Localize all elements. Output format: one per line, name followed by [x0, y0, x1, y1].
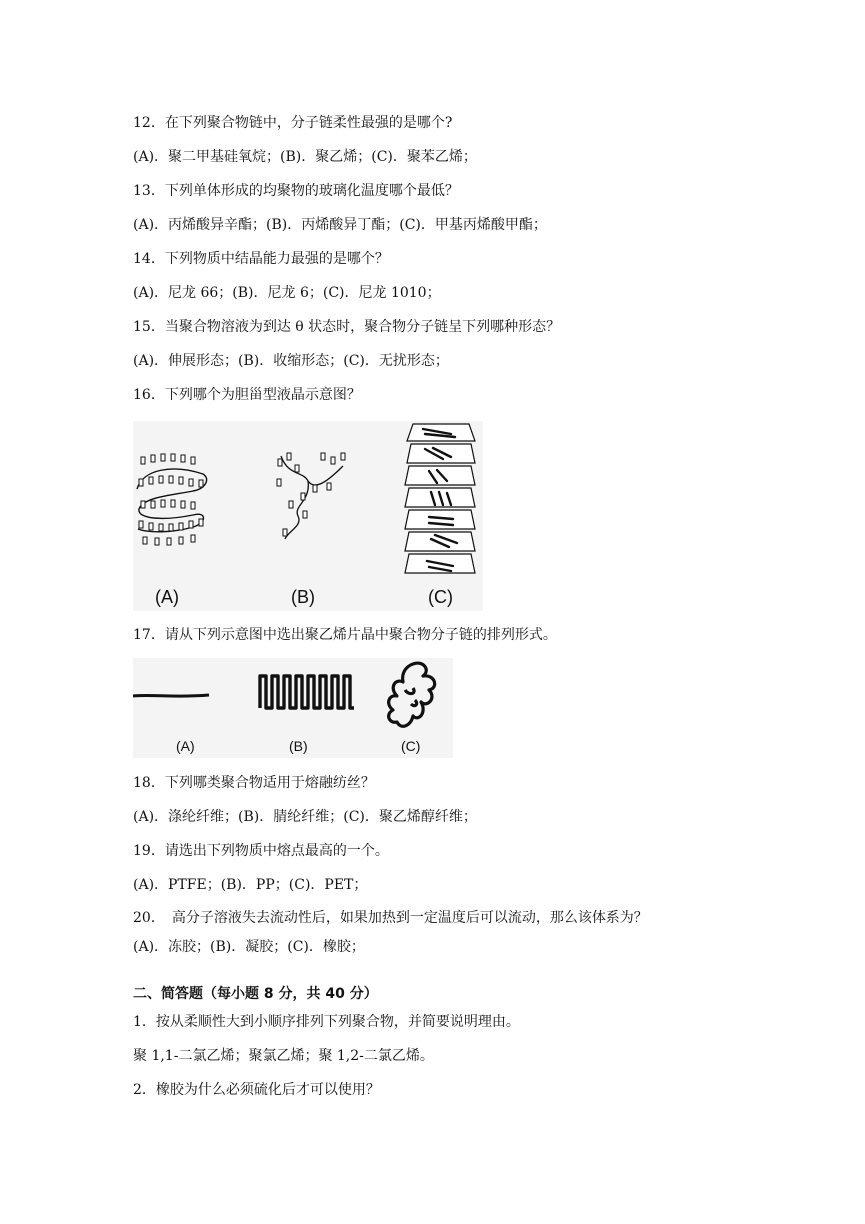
q13-stem: 13．下列单体形成的均聚物的玻璃化温度哪个最低？ — [133, 183, 459, 199]
q19-options: (A)．PTFE；(B)．PP；(C)．PET； — [133, 877, 368, 893]
q17-label-a: (A) — [176, 738, 195, 754]
q16-label-c: (C) — [428, 587, 453, 607]
q17-figure — [133, 658, 453, 758]
s2-q2-stem: 2．橡胶为什么必须硫化后才可以使用？ — [133, 1082, 380, 1098]
q17-diagram-c — [383, 660, 443, 732]
q12-stem: 12．在下列聚合物链中，分子链柔性最强的是哪个? — [133, 115, 453, 131]
q17-diagram-b — [258, 672, 356, 712]
q19-stem: 19．请选出下列物质中熔点最高的一个。 — [133, 843, 389, 859]
q14-stem: 14．下列物质中结晶能力最强的是哪个？ — [133, 251, 389, 267]
q17-stem: 17．请从下列示意图中选出聚乙烯片晶中聚合物分子链的排列形式。 — [133, 627, 557, 643]
q16-label-b: (B) — [291, 587, 315, 607]
q20-stem: 20． 高分子溶液失去流动性后，如果加热到一定温度后可以流动，那么该体系为？ — [133, 910, 648, 926]
q16-diagram-a — [133, 449, 213, 549]
q15-stem: 15．当聚合物溶液为到达 θ 状态时，聚合物分子链呈下列哪种形态？ — [133, 319, 561, 335]
q17-diagram-a — [133, 692, 209, 700]
q12-options: (A)．聚二甲基硅氧烷；(B)．聚乙烯；(C)．聚苯乙烯； — [133, 149, 477, 165]
q13-options: (A)．丙烯酸异辛酯；(B)．丙烯酸异丁酯；(C)．甲基丙烯酸甲酯； — [133, 217, 547, 233]
q17-label-c: (C) — [401, 738, 421, 754]
section2-heading: 二、简答题（每小题 8 分，共 40 分） — [133, 986, 378, 1002]
q15-options: (A)．伸展形态；(B)．收缩形态；(C)．无扰形态； — [133, 353, 449, 369]
q16-diagram-c — [403, 421, 475, 578]
s2-q1-detail: 聚 1,1-二氯乙烯；聚氯乙烯；聚 1,2-二氯乙烯。 — [133, 1048, 434, 1064]
q16-stem: 16．下列哪个为胆甾型液晶示意图？ — [133, 387, 361, 403]
q16-diagram-b — [273, 451, 353, 541]
q17-label-b: (B) — [289, 738, 308, 754]
q16-figure — [133, 421, 483, 611]
q18-stem: 18．下列哪类聚合物适用于熔融纺丝？ — [133, 775, 375, 791]
q18-options: (A)．涤纶纤维；(B)．腈纶纤维；(C)．聚乙烯醇纤维； — [133, 809, 477, 825]
q14-options: (A)．尼龙 66；(B)．尼龙 6；(C)．尼龙 1010； — [133, 285, 441, 301]
q16-label-a: (A) — [155, 587, 179, 607]
q20-options: (A)．冻胶；(B)．凝胶；(C)．橡胶； — [133, 939, 365, 955]
s2-q1-stem: 1．按从柔顺性大到小顺序排列下列聚合物，并简要说明理由。 — [133, 1014, 520, 1030]
